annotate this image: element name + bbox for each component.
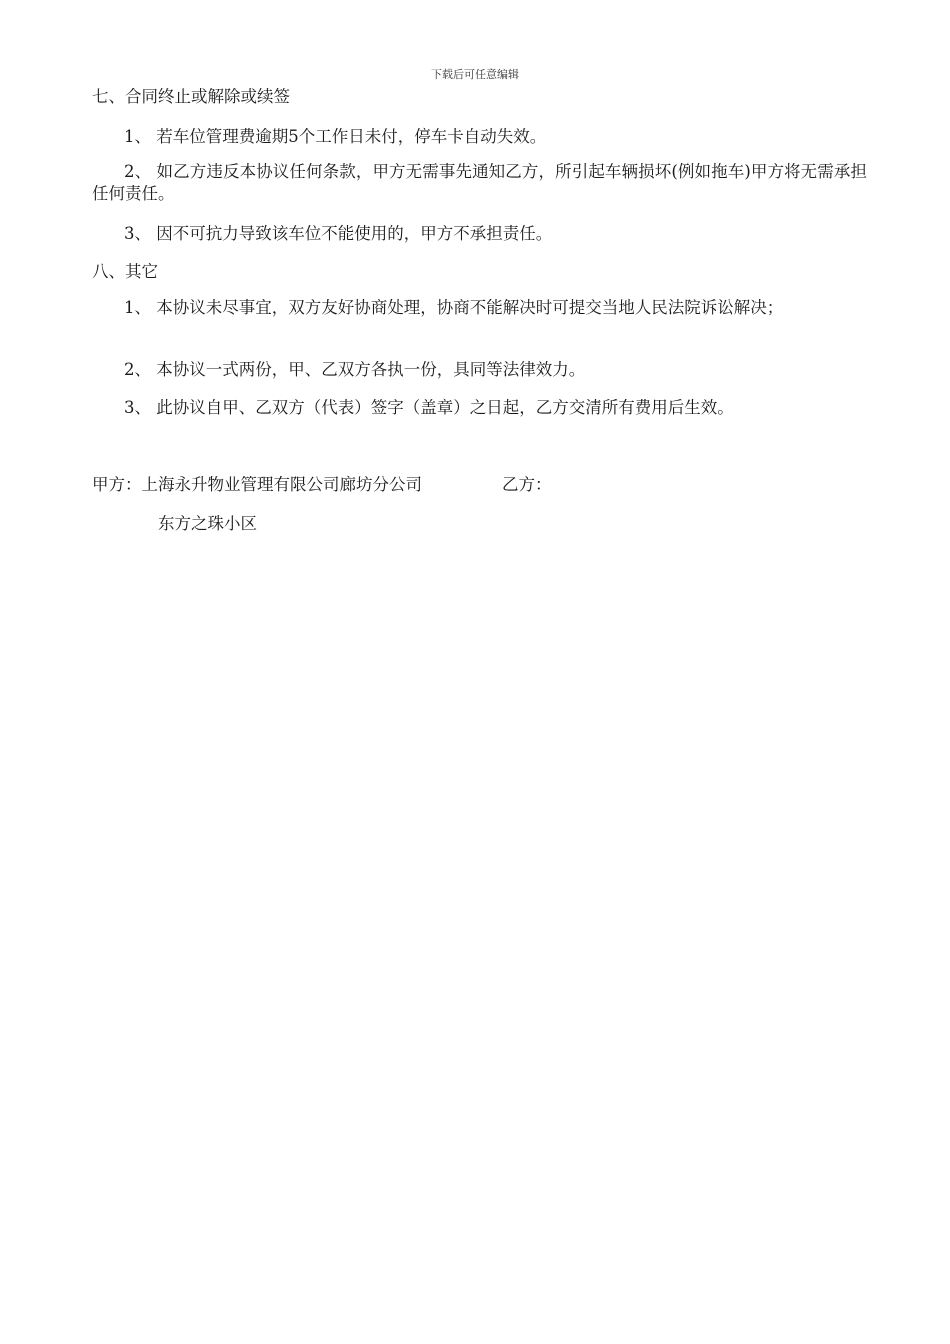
- header-note: 下载后可任意编辑: [431, 68, 519, 81]
- party-a-community: 东方之珠小区: [158, 514, 257, 533]
- section7-item2: 2、 如乙方违反本协议任何条款，甲方无需事先通知乙方，所引起车辆损坏(例如拖车)甲方将无需承担任何责任。: [92, 162, 867, 203]
- section7-item3: 3、 因不可抗力导致该车位不能使用的，甲方不承担责任。: [124, 224, 553, 243]
- section8-item2: 2、 本协议一式两份，甲、乙双方各执一份，具同等法律效力。: [124, 360, 586, 379]
- section8-item3: 3、 此协议自甲、乙双方（代表）签字（盖章）之日起，乙方交清所有费用后生效。: [124, 398, 734, 417]
- section7-item1: 1、 若车位管理费逾期5个工作日未付，停车卡自动失效。: [124, 127, 547, 146]
- section8-title: 八、其它: [92, 262, 158, 281]
- section8-item1: 1、 本协议未尽事宜，双方友好协商处理，协商不能解决时可提交当地人民法院诉讼解决；: [124, 298, 784, 317]
- party-a-signature: 甲方：上海永升物业管理有限公司廊坊分公司: [92, 475, 422, 494]
- party-b-signature: 乙方：: [502, 475, 552, 494]
- section7-title: 七、合同终止或解除或续签: [92, 87, 290, 106]
